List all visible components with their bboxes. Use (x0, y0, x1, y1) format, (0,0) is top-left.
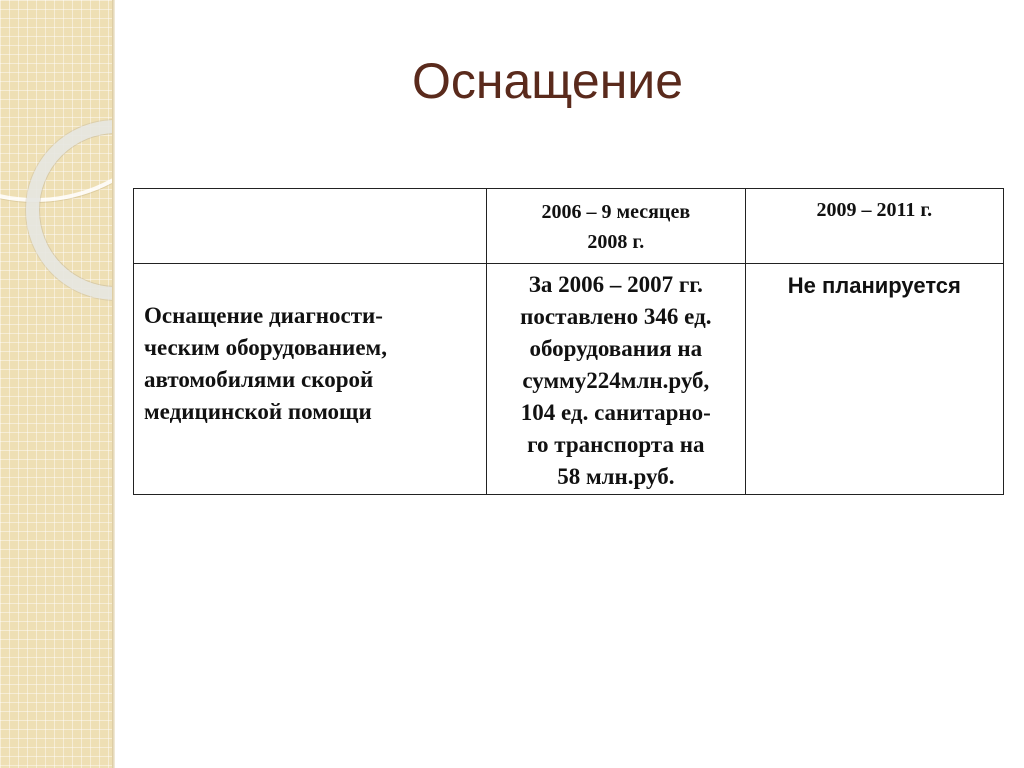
equipment-table (133, 188, 1004, 495)
header-cell-period-2 (745, 189, 1003, 264)
not-planned-text: Не планируется (787, 273, 961, 298)
header-period-1-line2: 2008 г. (587, 231, 645, 253)
slide-title: Оснащение (412, 53, 684, 109)
row-period-1-cell (487, 264, 746, 495)
row-label-line: автомобилями скорой (144, 367, 374, 392)
header-cell-period-1 (487, 189, 746, 264)
period-1-text-line: оборудования на (529, 336, 703, 361)
row-label-line: медицинской помощи (144, 399, 372, 424)
header-period-1-line1: 2006 – 9 месяцев (541, 201, 691, 223)
table-row (134, 264, 1004, 495)
row-label-cell (134, 264, 487, 495)
table-header-row (134, 189, 1004, 264)
header-cell-empty (134, 189, 487, 264)
row-label-line: Оснащение диагности- (144, 303, 383, 328)
side-band-edge (112, 0, 115, 768)
period-1-text-line: сумму224млн.руб, (522, 368, 710, 393)
period-1-text-line: поставлено 346 ед. (520, 304, 712, 329)
period-1-text-line: го транспорта на (527, 432, 705, 457)
row-period-2-cell (745, 264, 1003, 495)
period-1-text-line: 58 млн.руб. (557, 464, 675, 489)
header-period-2-text: 2009 – 2011 г. (816, 199, 933, 221)
period-1-text-line: За 2006 – 2007 гг. (528, 272, 703, 297)
period-1-text-line: 104 ед. санитарно- (520, 400, 711, 425)
decorative-side-band (0, 0, 112, 768)
row-label-line: ческим оборудованием, (144, 335, 387, 360)
